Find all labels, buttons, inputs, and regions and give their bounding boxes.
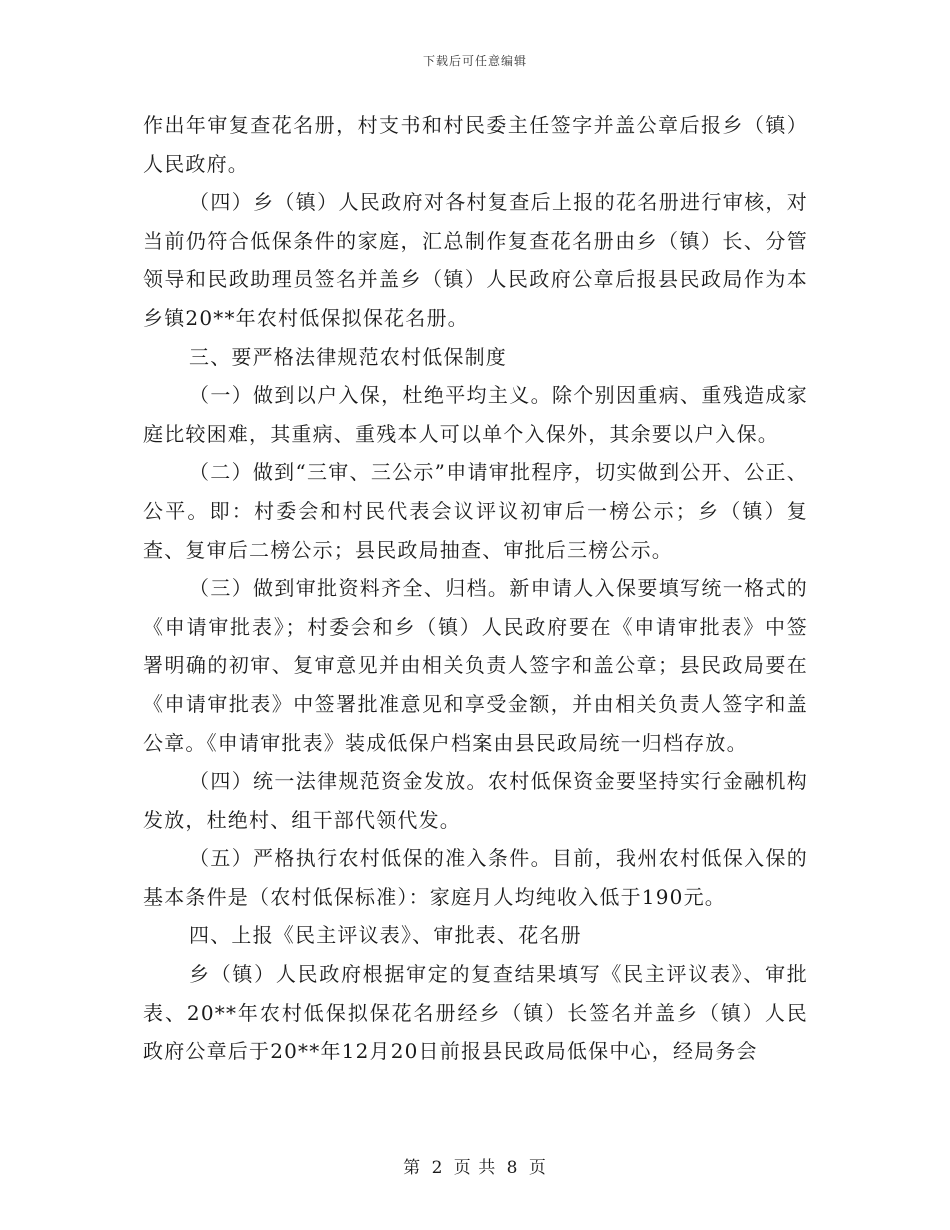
section-heading-3: 三、要严格法律规范农村低保制度 xyxy=(189,344,507,369)
paragraph-3-3: （三）做到审批资料齐全、归档。新申请人入保要填写统一格式的《申请审批表》；村委会和乡（镇）人民政府要在《申请审批表》中签署明确的初审、复审意见并由相关负责人签字和盖公章；县民政局要在《申请审批表》中签署批准意见和享受金额，并由相关负责人签字和盖公章。《申请审批表》装成低保户档案由县民政局统一归档存放。 xyxy=(143,576,808,755)
page-header: 下载后可任意编辑 xyxy=(422,54,527,68)
paragraph-2: （四）乡（镇）人民政府对各村复查后上报的花名册进行审核，对当前仍符合低保条件的家庭，汇总制作复查花名册由乡（镇）长、分管领导和民政助理员签名并盖乡（镇）人民政府公章后报县民政局作为本乡镇20**年农村低保拟保花名册。 xyxy=(143,190,808,330)
paragraph-4-1: 乡（镇）人民政府根据审定的复查结果填写《民主评议表》、审批表、20**年农村低保拟保花名册经乡（镇）长签名并盖乡（镇）人民政府公章后于20**年12月20日前报县民政局低保中心，经局务会 xyxy=(143,962,808,1064)
footer-prefix: 第 xyxy=(403,1158,422,1178)
total-page-number: 8 xyxy=(506,1158,519,1178)
footer-middle: 页 共 xyxy=(453,1158,497,1178)
document-body xyxy=(143,106,808,1071)
section-heading-4: 四、上报《民主评议表》、审批表、花名册 xyxy=(189,923,582,948)
paragraph-3-4: （四）统一法律规范资金发放。农村低保资金要坚持实行金融机构发放，杜绝村、组干部代领代发。 xyxy=(143,769,808,832)
current-page-number: 2 xyxy=(431,1158,444,1178)
paragraph-3-2: （二）做到“三审、三公示”申请审批程序，切实做到公开、公正、公平。即：村委会和村民代表会议评议初审后一榜公示；乡（镇）复查、复审后二榜公示；县民政局抽查、审批后三榜公示。 xyxy=(143,460,808,562)
paragraph-1: 作出年审复查花名册，村支书和村民委主任签字并盖公章后报乡（镇）人民政府。 xyxy=(143,113,808,176)
paragraph-3-1: （一）做到以户入保，杜绝平均主义。除个别因重病、重残造成家庭比较困难，其重病、重残本人可以单个入保外，其余要以户入保。 xyxy=(143,383,808,446)
footer-suffix: 页 xyxy=(528,1158,547,1178)
page-footer xyxy=(0,1153,950,1178)
paragraph-3-5: （五）严格执行农村低保的准入条件。目前，我州农村低保入保的基本条件是（农村低保标准）：家庭月人均纯收入低于190元。 xyxy=(143,846,808,909)
